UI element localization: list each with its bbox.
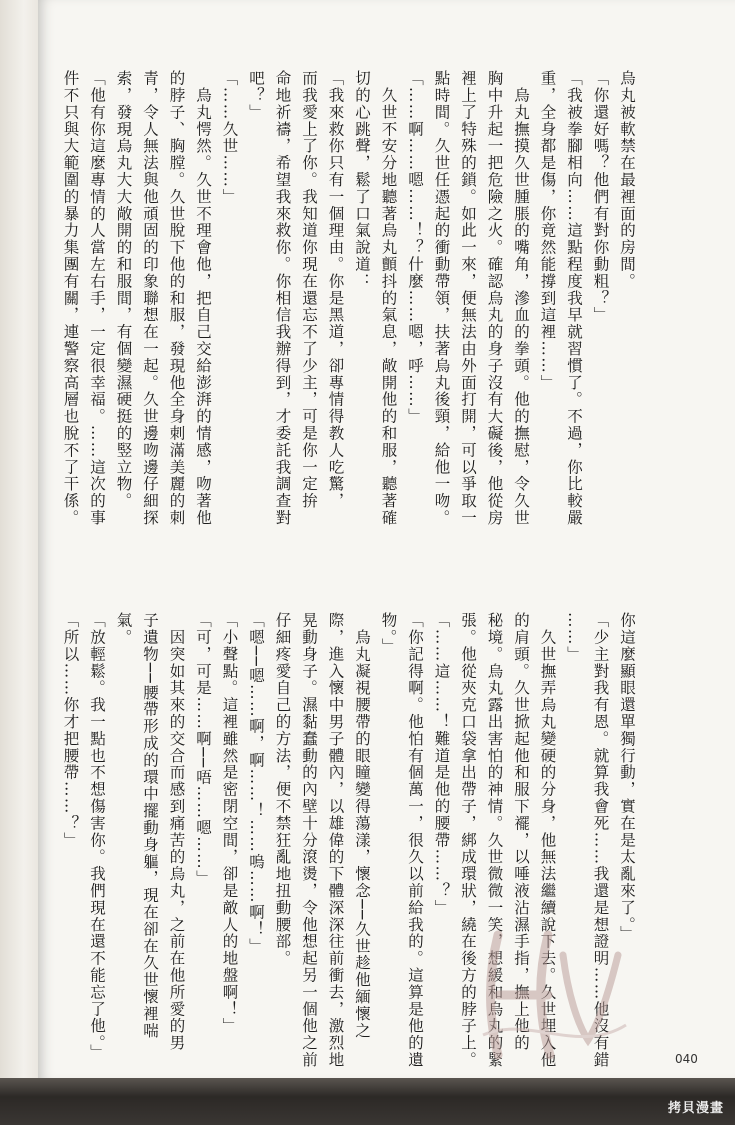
page-number: 040 (675, 1052, 698, 1066)
decorative-logo (478, 915, 628, 1065)
text-block-bottom: 你這麼顯眼還單獨行動，實在是太亂來了。」 「少主對我有恩。就算我會死……我還是想證明……他沒有錯 ……」 久世撫弄烏丸變硬的分身，他無法繼續說下去。久世埋入他 的肩頭。久世掀起他和服下襬，以唾液沾濕手指，撫上他的 秘境。烏丸露出害怕的神情。久世微微一笑，想緩和烏丸的緊 張。他從夾克口袋拿出帶子，綁成環狀，繞在後方的脖子上。 「……這……！難道是他的腰帶……？」 「你記得啊。他怕有個萬一，很久以前給我的。這算是他的遺 物。」 烏丸凝視腰帶的眼瞳變得蕩漾，懷念──久世趁他緬懷之 際，進入懷中男子體內，以雄偉的下體深深往前衝去，激烈地 晃動身子。濕黏蠢動的內壁十分滾燙，令他想起另一個他之前 仔細疼愛自己的方法，便不禁狂亂地扭動腰部。 「嗯──嗯……啊，啊……！……嗚……啊！」 「小聲點。這裡雖然是密閉空間，卻是敵人的地盤啊！」 「可，可是……啊──唔……嗯……」 因突如其來的交合而感到痛苦的烏丸，之前在他所愛的男 子遺物──腰帶形成的環中擺動身軀，現在卻在久世懷裡喘 氣。 「放輕鬆。我一點也不想傷害你。我們現在還不能忘了他。」 「所以……你才把腰帶……？」 (61, 612, 636, 1069)
book-spine (0, 0, 40, 1125)
site-watermark: 拷貝漫畫 (668, 1101, 725, 1116)
bottom-dark-band (0, 1078, 735, 1125)
text-block-top: 烏丸被軟禁在最裡面的房間。 「你還好嗎？他們有對你動粗？」 「我被拳腳相向……這點程度我早就習慣了。不過，你比較嚴 重，全身都是傷，你竟然能撐到這裡……」 烏丸撫摸久世腫脹的嘴角，滲血的拳頭。他的撫慰，令久世 胸中升起一把危險之火。確認烏丸的身子沒有大礙後，他從房 裡上了特殊的鎖。如此一來，便無法由外面打開，可以爭取一 點時間。久世任憑起的衝動帶領，扶著烏丸後頸，給他一吻。 「……啊……嗯……！？什麼……嗯，呼……」 久世不安分地聽著烏丸顫抖的氣息，敞開他的和服，聽著確 切的心跳聲，鬆了口氣說道： 「我來救你只有一個理由。你是黑道，卻專情得教人吃驚， 而我愛上了你。我知道你現在還忘不了少主，可是你一定拚 命地祈禱，希望我來救你。你相信我辦得到，才委託我調查對 吧？」 「……久世……」 烏丸愕然。久世不理會他，把自己交給澎湃的情感，吻著他 的脖子、胸膛。久世脫下他的和服，發現他全身刺滿美麗的刺 青，令人無法與他頑固的印象聯想在一起。久世邊吻邊仔細探 索，發現烏丸大大敞開的和服間，有個變濕硬挺的竪立物。 「他有你這麼專情的人當左右手，一定很幸福。……這次的事 件不只與大範圍的暴力集團有關，連警察高層也脫不了干係。 (61, 70, 636, 527)
